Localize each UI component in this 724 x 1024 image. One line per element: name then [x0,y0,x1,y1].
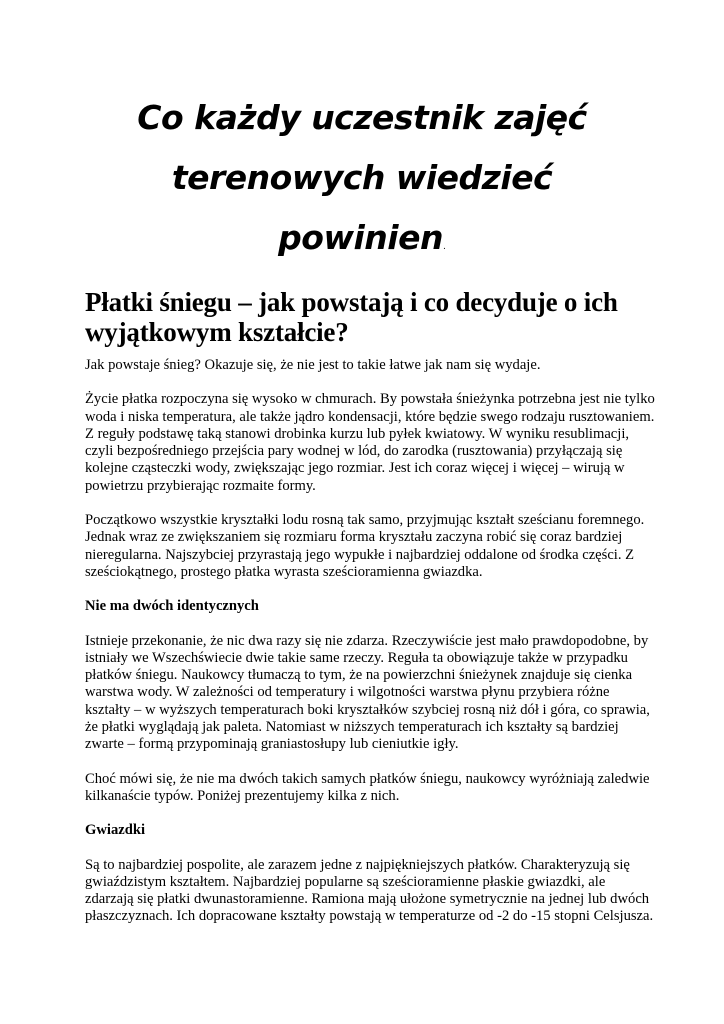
paragraph-uniqueness: Istnieje przekonanie, że nic dwa razy się nie zdarza. Rzeczywiście jest mało prawdopodobne, by istniały we Wszechświecie dwie takie same rzeczy. Reguła ta obowiązuje także w przypadku płatków śniegu. Naukowcy tłumaczą to tym, że na powierzchni śnieżynek znajduje się cienka warstwa wody. W zależności od temperatury i wilgotności warstwa płynu przybiera różne kształty – w wyższych temperaturach boki kryształków szybciej rosną niż dół i góra, co sprawia, że płatki wyglądają jak paleta. Natomiast w niższych temperaturach ich kształty są bardziej zwarte – formą przypominają graniastosłupy lub cieniutkie igły. [85,632,650,753]
paragraph-stars: Są to najbardziej pospolite, ale zarazem jedne z najpiękniejszych płatków. Charakteryzują się gwiaździstym kształtem. Najbardziej popularne są sześcioramienne płaskie gwiazdki, ale zdarzają się płatki dwunastoramienne. Ramiona mają ułożone symetrycznie na jednej lub dwóch płaszczyznach. Ich dopracowane kształty powstają w temperaturze od -2 do -15 stopni Celsjusza. [85,856,654,925]
paragraph-intro: Jak powstaje śnieg? Okazuje się, że nie jest to takie łatwe jak nam się wydaje. [85,357,541,373]
paragraph-types: Choć mówi się, że nie ma dwóch takich samych płatków śniegu, naukowcy wyróżniają zaledwie kilkanaście typów. Poniżej prezentujemy kilka z nich. [85,770,650,804]
title-line-3 [60,208,664,277]
title-trailing-mark: . [442,242,446,252]
subheading-no-identical: Nie ma dwóch identycznych [85,598,259,615]
title-line-3-text: powinien [278,218,443,257]
subheading-stars: Gwiazdki [85,822,146,839]
paragraph-snowflake-life: Życie płatka rozpoczyna się wysoko w chmurach. By powstała śnieżynka potrzebna jest nie tylko woda i niska temperatura, ale także jądro kondensacji, które będzie swego rodzaju rusztowaniem. Z reguły podstawę taką stanowi drobinka kurzu lub pyłek kwiatowy. W wyniku resublimacji, czyli bezpośredniego przejścia pary wodnej w lód, do zarodka (rusztowania) przyłączają się kolejne cząsteczki wody, zwiększając jego rozmiar. Jest ich coraz więcej i więcej – wirują w powietrzu przybierając rozmaite formy. [85,391,655,494]
title-line-1: Co każdy uczestnik zajęć [137,98,587,137]
document-title [60,88,664,277]
title-line-2: terenowych wiedzieć [171,158,553,197]
paragraph-crystal-growth: Początkowo wszystkie kryształki lodu rosną tak samo, przyjmując kształt sześcianu foremnego. Jednak wraz ze zwiększaniem się rozmiaru forma kryształu zaczyna robić się coraz bardziej nieregularna. Najszybciej przyrastają jego wypukłe i najbardziej oddalone od środka części. Z sześciokątnego, prostego płatka wyrasta sześcioramienna gwiazdka. [85,512,645,580]
section-heading: Płatki śniegu – jak powstają i co decyduje o ich wyjątkowym kształcie? [85,287,618,347]
article-body [85,287,655,943]
